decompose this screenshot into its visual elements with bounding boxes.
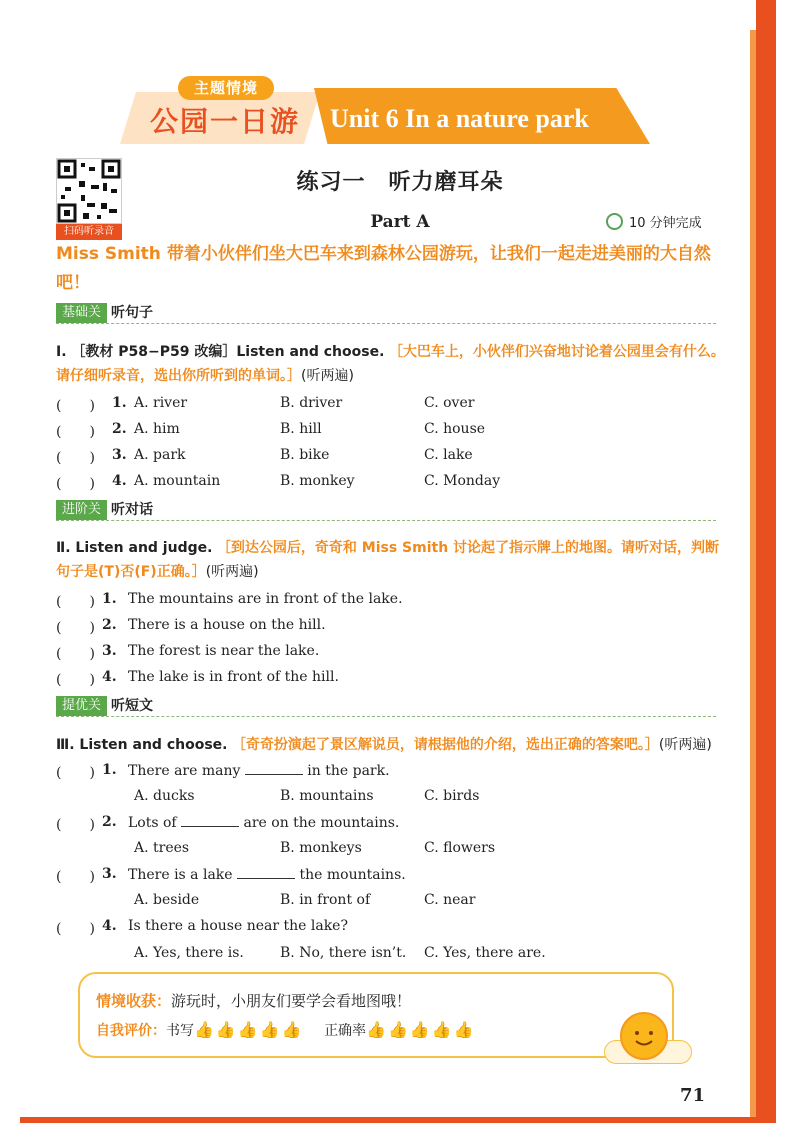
fill-blank[interactable] [181,814,239,827]
statement: The mountains are in front of the lake. [128,591,403,607]
q2-note: (听两遍) [205,564,259,580]
answer-paren[interactable]: ( ) [56,424,95,440]
section-label: 听短文 [111,698,154,714]
sentence-start: There are many [128,763,245,779]
summary-label: 情境收获： [96,992,172,1010]
option-c: C. Yes, there are. [424,945,546,961]
page-frame-bottom [20,1117,776,1123]
item-number: 1. [102,762,117,778]
option-a: A. beside [134,892,200,908]
option-c: C. house [424,421,486,437]
q1-item[interactable] [56,473,736,495]
answer-paren[interactable]: ( ) [56,672,95,688]
item-number: 3. [102,866,117,882]
q3-item[interactable] [56,866,736,888]
sentence-start: There is a lake [128,867,238,883]
section-badge: 进阶关 [56,500,107,520]
part-heading: Part A [370,212,430,232]
page-number: 71 [680,1085,706,1106]
sentence [128,866,406,883]
intro-text: Miss Smith 带着小伙伴们坐大巴车来到森林公园游玩，让我们一起走进美丽的大自然吧！ [56,244,711,293]
self-evaluation [96,1020,476,1040]
statement: There is a house on the hill. [128,617,326,633]
option-a: A. him [134,421,180,437]
summary-line [96,990,411,1011]
answer-paren[interactable]: ( ) [56,869,95,885]
item-number: 1. [112,395,127,411]
sentence [128,814,399,831]
option-b: B. monkey [280,473,355,489]
option-c: C. over [424,395,475,411]
qr-label: 扫码听录音 [56,224,122,240]
option-c: C. Monday [424,473,501,489]
sentence-start: Lots of [128,815,182,831]
q3-context: ［奇奇扮演起了景区解说员，请根据他的介绍，选出正确的答案吧。］ [231,737,659,753]
thumbs-up-icon[interactable]: 👍👍👍👍👍 [194,1020,304,1039]
fill-blank[interactable] [237,866,295,879]
answer-paren[interactable]: ( ) [56,765,95,781]
q1-item[interactable] [56,447,736,469]
section-header-2 [56,500,716,521]
item-number: 1. [102,591,117,607]
option-b: B. No, there isn’t. [280,945,407,961]
item-number: 4. [112,473,127,489]
self-eval-label: 自我评价： [96,1023,166,1039]
statement: The forest is near the lake. [128,643,320,659]
summary-box [78,972,674,1058]
item-number: 2. [112,421,127,437]
section-header-1 [56,303,716,324]
q2-instruction: Ⅱ. Listen and judge. [56,540,213,556]
fill-blank[interactable] [245,762,303,775]
q2-context: ［到达公园后，奇奇和 Miss Smith 讨论起了指示牌上的地图。请听对话，判断句子是(T)否(F)正确。］ [56,540,720,580]
sentence: Is there a house near the lake? [128,918,348,934]
timer [606,212,702,231]
q3-options [56,945,736,967]
summary-text: 游玩时，小朋友们要学会看地图哦！ [171,992,412,1010]
answer-paren[interactable]: ( ) [56,817,95,833]
section-label: 听句子 [111,305,154,321]
thumbs-up-icon[interactable]: 👍👍👍👍👍 [366,1020,476,1039]
q3-options [56,788,736,810]
option-b: B. mountains [280,788,374,804]
question-1-heading [56,340,728,388]
unit-title: Unit 6 In a nature park [330,104,589,133]
writing-label: 书写 [166,1023,194,1039]
option-b: B. bike [280,447,330,463]
q1-item[interactable] [56,395,736,417]
answer-paren[interactable]: ( ) [56,398,95,414]
answer-paren[interactable]: ( ) [56,620,95,636]
option-b: B. monkeys [280,840,362,856]
option-a: A. Yes, there is. [134,945,244,961]
option-a: A. mountain [134,473,221,489]
chinese-title: 公园一日游 [150,105,301,138]
page-title: 练习一 听力磨耳朵 [296,170,504,195]
q1-item[interactable] [56,421,736,443]
theme-tag: 主题情境 [178,76,274,100]
answer-paren[interactable]: ( ) [56,594,95,610]
sentence-end: are on the mountains. [239,815,400,831]
option-a: A. river [134,395,188,411]
section-header-3 [56,696,716,717]
q2-item[interactable] [56,643,736,665]
q2-item[interactable] [56,591,736,613]
section-badge: 基础关 [56,303,107,323]
clock-icon [606,213,623,230]
sun-icon [620,1012,668,1060]
answer-paren[interactable]: ( ) [56,921,95,937]
item-number: 2. [102,814,117,830]
q1-instruction: Ⅰ. ［教材 P58−P59 改编］Listen and choose. [56,344,385,360]
option-a: A. trees [134,840,190,856]
item-number: 4. [102,669,117,685]
statement: The lake is in front of the hill. [128,669,339,685]
answer-paren[interactable]: ( ) [56,450,95,466]
question-3-heading [56,733,728,757]
q3-item[interactable] [56,762,736,784]
option-a: A. ducks [134,788,195,804]
q2-item[interactable] [56,617,736,639]
q1-note: (听两遍) [301,368,354,384]
q2-item[interactable] [56,669,736,691]
question-2-heading [56,536,728,584]
item-number: 2. [102,617,117,633]
option-c: C. lake [424,447,473,463]
q3-item[interactable] [56,918,736,940]
item-number: 3. [102,643,117,659]
q3-note: (听两遍) [658,737,712,753]
item-number: 3. [112,447,127,463]
answer-paren[interactable]: ( ) [56,476,95,492]
answer-paren[interactable]: ( ) [56,646,95,662]
section-badge: 提优关 [56,696,107,716]
timer-text: 10 分钟完成 [629,216,702,231]
option-b: B. in front of [280,892,371,908]
section-label: 听对话 [111,502,154,518]
sentence-end: the mountains. [295,867,406,883]
option-b: B. driver [280,395,343,411]
option-c: C. near [424,892,476,908]
sentence [128,762,390,779]
q3-instruction: Ⅲ. Listen and choose. [56,737,228,753]
q3-options [56,840,736,862]
accuracy-label: 正确率 [324,1023,367,1039]
sentence-end: in the park. [302,763,390,779]
q3-options [56,892,736,914]
option-c: C. flowers [424,840,496,856]
q1-context: ［大巴车上，小伙伴们兴奋地讨论着公园里会有什么。请仔细听录音，选出你所听到的单词。］ [56,344,725,384]
option-c: C. birds [424,788,480,804]
option-b: B. hill [280,421,322,437]
q3-item[interactable] [56,814,736,836]
option-a: A. park [134,447,186,463]
item-number: 4. [102,918,117,934]
